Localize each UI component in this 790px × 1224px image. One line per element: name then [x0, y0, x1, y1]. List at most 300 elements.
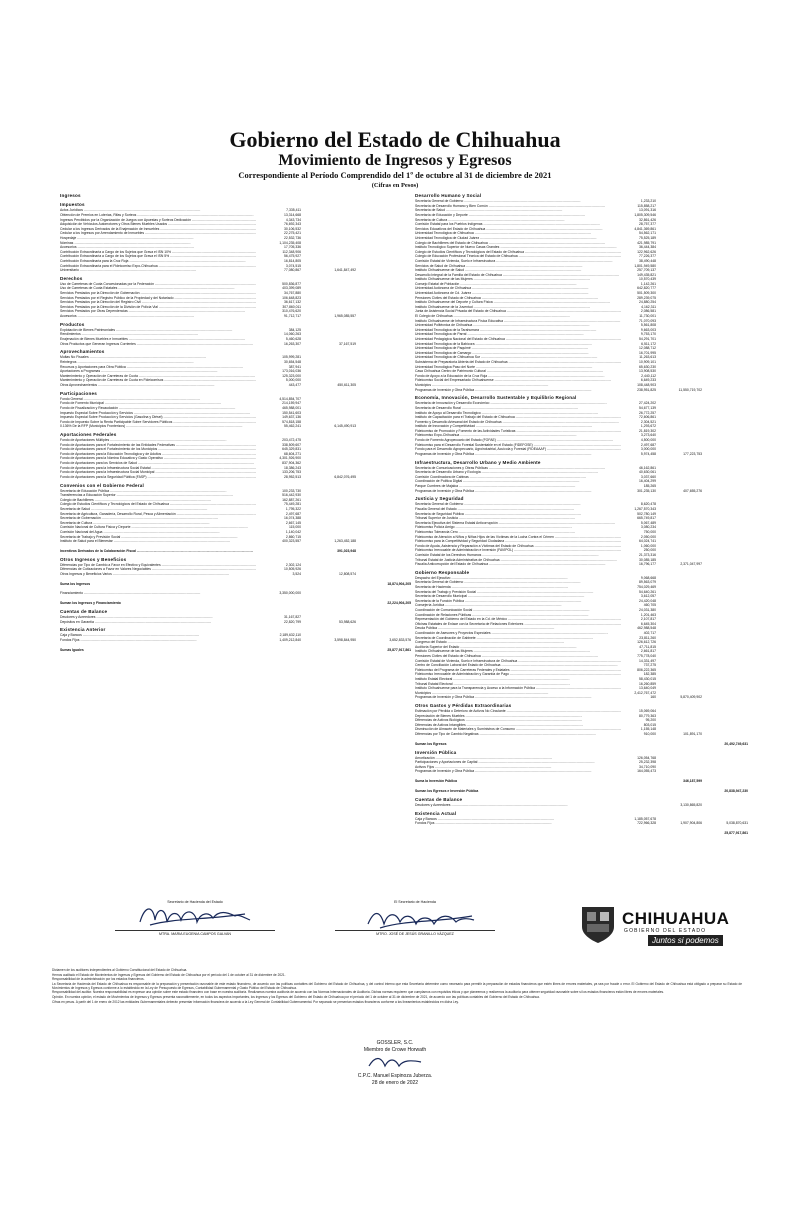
- row-total: [356, 268, 411, 273]
- row-label: Fideicomiso del Programa de Carreteras Federales y Estatales -----: [415, 668, 621, 673]
- statement-section: [60, 202, 413, 272]
- statement-section: [415, 811, 750, 826]
- row-amount: 289,239,075: [637, 295, 656, 300]
- row-amount: 754,029,469: [637, 585, 656, 590]
- row-label: Fondo de Aportaciones para la Seguridad Pública (FASP) -----: [60, 475, 256, 480]
- row-label: Secretaría de Innovación y Desarrollo Económico -----: [415, 401, 621, 406]
- row-label: Reintegros -----: [60, 360, 256, 365]
- row-amount: 105,999,281: [282, 355, 301, 360]
- section-title: Otros Gastos y Pérdidas Extraordinarias: [415, 703, 512, 709]
- row-amount: 31,167,827: [284, 615, 301, 619]
- row-amount: 465,988,001: [282, 405, 301, 410]
- row-amount: 149,637,136: [282, 415, 301, 420]
- row-amount: 23,811,260: [639, 635, 656, 640]
- row-amount: 501,509,300: [637, 291, 656, 296]
- row-amount: 164,055,473: [637, 769, 656, 774]
- row-amount: 5,000,000: [285, 378, 301, 383]
- statement-row: [415, 562, 750, 567]
- row-amount: 54,291,701: [639, 337, 656, 341]
- row-amount: 125,323,000: [282, 373, 301, 378]
- row-label: Servicios Prestados por la Dirección del Registro Civil -----: [60, 300, 256, 305]
- governor-signature: [115, 900, 275, 936]
- auditor-signature-icon: [365, 1054, 425, 1070]
- row-amount: 2,497,687: [640, 442, 656, 447]
- statement-section: [415, 740, 750, 747]
- statement-section: [415, 703, 750, 737]
- row-label: Fondo de Fomento Municipal -----: [60, 401, 256, 406]
- row-amount: 645,329,831: [282, 447, 301, 452]
- section-title: Economía, Innovación, Desarrollo Sustentable y Equilibrio Regional: [415, 395, 577, 401]
- signature-scribble-icon: [135, 900, 255, 930]
- row-total: [702, 769, 748, 774]
- row-amount: 95,200: [645, 718, 656, 723]
- row-total: 5,038,870,631: [726, 821, 748, 826]
- row-amount: 16,701,995: [639, 350, 656, 355]
- row-label: Instituto Chihuahuense de Infraestructura Física Educativa -----: [415, 319, 621, 324]
- row-amount: 1,293,672: [640, 424, 656, 429]
- row-label: Colegio de Bachilleres -----: [60, 498, 256, 503]
- row-label: Fondo de Aportaciones para la Infraestructura Social Estatal -----: [60, 466, 256, 471]
- row-label: Congreso del Estado -----: [415, 640, 621, 645]
- row-amount: 301,235,130: [637, 488, 656, 493]
- statement-row: [60, 572, 413, 577]
- row-label: Secretaría de Educación y Deporte -----: [415, 213, 621, 218]
- row-amount: 68,604,271: [284, 451, 301, 456]
- row-subtotal: 1,263,452,188: [334, 539, 356, 544]
- row-label: Instituto Chihuahuense de la Juventud -----: [415, 305, 621, 310]
- row-label: Tribunal Estatal de Justicia Administrativa de Chihuahua -----: [415, 558, 621, 563]
- row-amount: 384,125: [288, 327, 301, 332]
- row-label: Diferencias de Cotizaciones a Favor en Valores Negociables -----: [60, 567, 256, 572]
- row-amount: 126,054,768: [637, 755, 656, 760]
- row-label: Fondo de Fiscalización y Recaudación -----: [60, 406, 256, 411]
- section-title: Impuestos: [60, 202, 85, 208]
- row-label: Secretaría de Desarrollo Municipal -----: [415, 594, 621, 599]
- section-title: Aportaciones Federales: [60, 432, 117, 438]
- row-label: Instituto Chihuahuense de Salud -----: [415, 268, 621, 273]
- section-title: Gobierno Responsable: [415, 569, 470, 575]
- row-amount: 2,304,521: [640, 419, 656, 424]
- section-title: Aprovechamientos: [60, 349, 105, 355]
- row-label: Universidad Tecnológica Paso del Norte -----: [415, 365, 621, 370]
- row-label: Deudores y Acreedores -----: [60, 615, 256, 620]
- row-amount: 10,909,101: [639, 359, 656, 364]
- row-subtotal: 3,598,844,950: [334, 637, 356, 642]
- row-amount: 64,024,741: [639, 539, 656, 544]
- row-amount: 665,749,817: [637, 516, 656, 521]
- statement-section: [60, 609, 413, 624]
- row-label: Colegio de Bachilleres del Estado de Chihuahua -----: [415, 241, 621, 246]
- row-label: Cedular a los Ingresos Derivados de la Enajenación de Inmuebles -----: [60, 227, 256, 232]
- row-total: [356, 539, 411, 544]
- statement-section: [60, 349, 413, 387]
- row-total: [702, 562, 748, 567]
- row-amount: 185,265: [643, 484, 656, 488]
- row-amount: 2,440,112: [641, 373, 656, 378]
- row-subtotal: 101,891,170: [683, 732, 702, 737]
- row-amount: 14,060,263: [284, 332, 301, 337]
- state-shield-icon: [580, 905, 616, 945]
- row-subtotal: 11,550,719,702: [678, 387, 702, 392]
- row-label: Secretaría de Salud -----: [415, 208, 621, 213]
- row-total: [356, 314, 411, 319]
- row-label: Despacho del Ejecutivo -----: [415, 576, 621, 581]
- statement-row: [415, 831, 750, 836]
- row-label: Universidad Autónoma de Chihuahua -----: [415, 286, 621, 291]
- row-total: [356, 383, 411, 388]
- row-subtotal: [656, 769, 702, 774]
- section-title: Productos: [60, 321, 85, 327]
- row-amount: 462,988,548: [637, 626, 656, 631]
- row-amount: 10,570,439: [639, 277, 656, 282]
- row-label: Junta de Asistencia Social Privada del Estado de Chihuahua -----: [415, 309, 621, 314]
- row-subtotal: 12,808,574: [339, 571, 356, 576]
- row-amount: 75,449,281: [284, 502, 301, 507]
- row-amount: 40,630,061: [639, 470, 656, 475]
- statement-row: [415, 789, 750, 794]
- row-amount: 150,541,603: [282, 410, 301, 415]
- row-amount: 4,301,926,900: [279, 456, 301, 461]
- row-label: Secretaría de la Función Pública -----: [415, 599, 621, 604]
- statement-section: [60, 322, 413, 346]
- row-amount: 76,692,343: [284, 222, 301, 227]
- row-amount: 11,730,001: [639, 314, 656, 319]
- row-label: Instituto de Capacitación para el Trabajo del Estado de Chihuahua -----: [415, 415, 621, 420]
- row-total: 18,874,904,205: [387, 581, 411, 586]
- row-amount: 1,140,042: [285, 529, 301, 534]
- auditor-name: C.P.C. Manuel Espinoza Juberza.: [357, 1073, 433, 1079]
- row-label: Fondo General -----: [60, 397, 256, 402]
- row-amount: 2,412,767,472: [634, 690, 656, 695]
- logo-slogan: Juntos si podemos: [648, 935, 723, 946]
- row-label: Enajenación de Bienes Muebles e Inmuebles -----: [60, 337, 256, 342]
- row-label: Recursos y Aportaciones para Obra Pública -----: [60, 365, 256, 370]
- row-amount: 17,705,336: [284, 245, 301, 250]
- row-label: Adquisición de Vehículos Automotores y Otros Bienes Muebles Usados -----: [60, 222, 256, 227]
- row-label: Programas de Inversión y Obra Pública -----: [415, 452, 621, 457]
- row-amount: 9,753,170: [640, 332, 656, 337]
- statement-section: [415, 193, 750, 392]
- row-label: Secretaría del Trabajo y Previsión Social -----: [415, 590, 621, 595]
- statement-row: [415, 742, 750, 747]
- row-label: Universidad Tecnológica de Chihuahua -----: [415, 231, 621, 236]
- row-amount: 460,705: [643, 603, 656, 608]
- row-amount: 80,779,363: [639, 713, 656, 718]
- row-amount: 500,836,877: [282, 281, 301, 286]
- row-label: Uso de Carreteras de Cuota Estatales -----: [60, 286, 256, 291]
- row-amount: 65,630,230: [639, 364, 656, 369]
- row-amount: 4,500,000: [640, 438, 656, 443]
- row-label: Diferencias por Tipo de Cambio Negativas -----: [415, 732, 621, 737]
- row-amount: 421,985,791: [637, 240, 656, 245]
- row-amount: 837,904,362: [282, 461, 301, 466]
- row-subtotal: [301, 601, 356, 606]
- statement-section: [60, 483, 413, 544]
- row-label: Secretaría Ejecutiva del Sistema Estatal Anticorrupción -----: [415, 521, 621, 526]
- row-label: Fondo de Aportaciones Múltiples -----: [60, 438, 256, 443]
- row-label: Oficinas Estatales de Enlace con la Secretaría de Relaciones Exteriores -----: [415, 622, 621, 627]
- section-title: Existencia Anterior: [60, 627, 106, 633]
- row-label: Fomento y Desarrollo Artesanal del Estado de Chihuahua -----: [415, 420, 621, 425]
- statement-row: [60, 549, 413, 554]
- row-amount: 238,951,825: [637, 387, 656, 392]
- row-label: Coordinación de Asesores y Proyectos Especiales -----: [415, 631, 621, 636]
- row-label: Consejo Estatal de Población -----: [415, 282, 621, 287]
- statement-section: [60, 589, 413, 596]
- row-amount: 4,841,369,861: [634, 226, 656, 231]
- row-amount: 214,159,947: [282, 401, 301, 406]
- row-label: Sumas Iguales: [60, 647, 84, 652]
- row-label: Servicios Prestados por Otras Dependencias -----: [60, 309, 256, 314]
- row-label: Municipios -----: [415, 383, 621, 388]
- row-amount: 2,050,000: [640, 534, 656, 539]
- row-amount: 806,222,365: [637, 667, 656, 672]
- row-subtotal: [656, 742, 702, 747]
- row-label: Tribunal Estatal Electoral -----: [415, 682, 621, 687]
- row-label: Parque Cumbres de Majalca -----: [415, 484, 621, 489]
- statement-row: [60, 539, 413, 544]
- row-label: Comisión Estatal de Vivienda, Suelo e Infraestructura -----: [415, 259, 621, 264]
- row-amount: 1,155,148: [640, 727, 656, 732]
- row-amount: 4,343,734: [285, 217, 301, 222]
- row-label: Instituto Chihuahuense de las Mujeres -----: [415, 649, 621, 654]
- row-amount: 3,273,640: [640, 433, 656, 438]
- auditor-date: 28 de enero de 2022: [371, 1080, 419, 1086]
- row-label: Municipios -----: [415, 691, 621, 696]
- row-amount: 22,275,421: [284, 231, 301, 236]
- row-amount: 3,037,660: [640, 474, 656, 479]
- row-label: Fondo de Aportaciones para la Educación Tecnológica y de Adultos -----: [60, 452, 256, 457]
- row-label: Fideicomiso de Atención a Niños y Niñas Hijos de las Víctimas de la Lucha Contra el Crimen -----: [415, 535, 621, 540]
- row-amount: 257,709,137: [637, 268, 656, 273]
- row-amount: 34,710,090: [639, 764, 656, 769]
- note-paragraph: Responsabilidad de la administración por los estados financieros.: [52, 977, 145, 982]
- row-label: Fondo de Impuesto Sobre la Renta Participable Sobre Servidores Públicos -----: [60, 420, 256, 425]
- statement-row: [415, 489, 750, 494]
- row-label: Fideicomiso de Promoción y Fomento de las Actividades Turísticas -----: [415, 429, 621, 434]
- section-title: Infraestructura, Desarrollo Urbano y Medio Ambiente: [415, 459, 541, 465]
- row-label: Secretaría General de Gobierno -----: [415, 199, 621, 204]
- statement-row: [60, 342, 413, 347]
- row-label: Comisión Estatal para los Pueblos Indígenas -----: [415, 222, 621, 227]
- row-label: Fondo de Aportaciones para la Nómina Educativa y Gasto Operativo -----: [60, 456, 256, 461]
- row-label: Representación del Gobierno del Estado en la Cd. de México -----: [415, 617, 621, 622]
- row-amount: 1,801,949,580: [634, 263, 656, 268]
- row-label: Fideicomiso Tolerancia Cero -----: [415, 530, 621, 535]
- row-total: 25,877,917,861: [387, 647, 411, 652]
- row-label: Fondo de Aportaciones para el Fortalecimiento de las Entidades Federativas -----: [60, 443, 256, 448]
- governor-name: MTRA. MARIA EUGENIA CAMPOS GALVAN: [115, 930, 275, 936]
- row-amount: 16,263,307: [284, 341, 301, 346]
- row-label: Multas No Fiscales -----: [60, 355, 256, 360]
- row-total: 22,224,904,205: [387, 601, 411, 606]
- row-label: Otros Productos que Generan Ingresos Corrientes -----: [60, 342, 256, 347]
- row-amount: 149,435,821: [637, 272, 656, 277]
- row-subtotal: 6,842,076,495: [334, 474, 356, 479]
- row-total: [702, 779, 748, 784]
- row-subtotal: [301, 591, 356, 596]
- row-total: [356, 424, 411, 429]
- row-label: Fiscalía General del Estado -----: [415, 507, 621, 512]
- row-label: Auditoría Superior del Estado -----: [415, 645, 621, 650]
- row-amount: 54,677,139: [639, 405, 656, 410]
- row-label: Programas de Inversión y Obra Pública -----: [415, 388, 621, 393]
- row-label: Colegio de Estudios Científicos y Tecnológicos del Estado de Chihuahua -----: [60, 502, 256, 507]
- row-label: 0.136% De la RFP (Municipios Fronterizos) -----: [60, 424, 256, 429]
- row-label: Universidad Tecnológica de Chihuahua Sur -----: [415, 355, 621, 360]
- row-label: Instituto Chihuahuense del Deporte y Cultura Física -----: [415, 300, 621, 305]
- statement-section: [60, 432, 413, 479]
- row-label: Comisión Nacional de Cultura Física y Deporte -----: [60, 525, 256, 530]
- audit-notes: [52, 968, 742, 1004]
- row-label: Suma la Inversión Pública: [415, 779, 458, 784]
- row-label: Subsistema de Preparatoria Abierta del Estado de Chihuahua -----: [415, 360, 621, 365]
- row-label: Fiscalía Anticorrupción del Estado de Chihuahua -----: [415, 562, 621, 567]
- statement-row: [415, 732, 750, 737]
- statement-row: [415, 695, 750, 700]
- statement-row: [415, 452, 750, 457]
- row-label: Comisión Estatal de los Derechos Humanos -----: [415, 553, 621, 558]
- row-amount: 803,015: [643, 722, 656, 727]
- statement-row: [60, 268, 413, 273]
- row-amount: 387,941: [288, 364, 301, 369]
- row-amount: 21,373,316: [639, 552, 656, 557]
- row-amount: 58,430,015: [639, 676, 656, 681]
- row-label: Participaciones y Aportaciones de Capital -----: [415, 760, 621, 765]
- row-label: Universitario -----: [60, 268, 256, 273]
- row-amount: 516,442,930: [282, 493, 301, 498]
- row-label: Secretaría General de Gobierno -----: [415, 502, 621, 507]
- row-amount: 250,000: [643, 548, 656, 553]
- row-amount: 28,952,513: [284, 474, 301, 479]
- row-amount: 30,085,185: [639, 557, 656, 562]
- row-amount: [256, 549, 301, 554]
- row-total: [702, 803, 748, 808]
- row-total: [702, 732, 748, 737]
- row-label: Tribunal Superior de Justicia -----: [415, 516, 621, 521]
- row-label: Universidad Tecnológica de Parral -----: [415, 332, 621, 337]
- row-label: Programas de Inversión y Obra Pública -----: [415, 695, 621, 700]
- row-label: Contribución Extraordinaria a Cargo de los Sujetos que Grava el ISN 10% -----: [60, 250, 256, 255]
- row-label: Coordinación de Relaciones Públicas -----: [415, 613, 621, 618]
- row-subtotal: [656, 831, 702, 836]
- row-label: Secretaría de Gobernación -----: [60, 516, 256, 521]
- row-label: Fideicomiso para el Desarrollo Forestal Sustentable en el Estado (FIDEFOSE) -----: [415, 443, 621, 448]
- row-amount: 36,617,132: [284, 300, 301, 305]
- section-title: Inversión Pública: [415, 749, 457, 755]
- row-amount: 26,772,257: [639, 410, 656, 415]
- row-subtotal: 5,870,409,902: [680, 695, 702, 700]
- auditor-member: Miembro de Crowe Horwath: [363, 1047, 427, 1053]
- statement-section: [60, 580, 413, 587]
- row-amount: 3,000,000: [640, 447, 656, 452]
- row-label: Impuesto Especial Sobre Producción y Servicios (Gasolina y Diésel) -----: [60, 415, 256, 420]
- row-label: Colegio de Educación Profesional Técnica del Estado de Chihuahua -----: [415, 254, 621, 259]
- row-total: [356, 549, 411, 554]
- row-label: Instituto Chihuahuense para la Transparencia y Acceso a la Información Pública -----: [415, 686, 621, 691]
- row-amount: 25,232,398: [639, 760, 656, 765]
- row-amount: 3,080,234: [640, 525, 656, 530]
- row-label: Programas de Inversión y Obra Pública -----: [415, 769, 621, 774]
- statement-section: [415, 395, 750, 456]
- row-amount: 72,606,861: [639, 415, 656, 420]
- row-label: Cedular a los Ingresos por Arrendamiento de Inmuebles -----: [60, 231, 256, 236]
- row-amount: 75,525,189: [639, 235, 656, 240]
- row-label: Activos Fijos -----: [415, 765, 621, 770]
- row-amount: 22,532,736: [284, 235, 301, 240]
- row-total: [702, 452, 748, 457]
- row-amount: 2,302,124: [285, 562, 301, 567]
- row-label: Fondo de Aportaciones para la Infraestructura Social Municipal -----: [60, 470, 256, 475]
- governor-caption: Secretario de Hacienda del Estado: [167, 900, 223, 904]
- row-label: Fondo de Ayuda, Asistencia y Reparación a Víctimas del Estado de Chihuahua -----: [415, 544, 621, 549]
- row-amount: 502,780,149: [637, 511, 656, 516]
- row-amount: 400,323,557: [282, 539, 301, 544]
- row-label: Hospedaje -----: [60, 236, 256, 241]
- statement-row: [415, 388, 750, 393]
- row-total: 3,652,833,576: [389, 637, 411, 642]
- row-label: Secretaría General de Gobierno -----: [415, 580, 621, 585]
- row-amount: 115,000: [288, 525, 301, 530]
- row-amount: 2,086,581: [640, 309, 656, 314]
- row-subtotal: [301, 648, 356, 653]
- secretary-caption: El Secretario de Hacienda: [394, 900, 436, 904]
- row-amount: 3,350,000,000: [279, 591, 301, 596]
- row-label: Mantenimiento y Operación de Carreteras de Cuota -----: [60, 374, 256, 379]
- row-amount: 750,000: [643, 529, 656, 534]
- row-label: Suma los Ingresos: [60, 581, 91, 586]
- row-label: Secretaría de Agricultura, Ganadería, Desarrollo Rural, Pesca y Alimentación -----: [60, 512, 256, 517]
- row-label: Instituto de Innovación y Competitividad -----: [415, 424, 621, 429]
- row-label: Incentivos Derivados de la Colaboración Fiscal -----: [60, 549, 256, 554]
- row-amount: 3,524: [292, 571, 301, 576]
- row-amount: 1,060,000: [640, 543, 656, 548]
- row-amount: 182,385: [643, 672, 656, 677]
- statement-row: [60, 638, 413, 643]
- statement-section: [60, 646, 413, 653]
- row-amount: 2,107,817: [640, 617, 656, 622]
- row-label: Suman los Ingresos y Financiamiento: [60, 601, 121, 606]
- row-label: Fideicomiso Social del Empresariado Chihuahuense -----: [415, 378, 621, 383]
- row-amount: 722,966,328: [637, 821, 656, 826]
- row-amount: 5,561,808: [640, 323, 656, 328]
- statement-section: [415, 829, 750, 836]
- statement-section: [415, 570, 750, 700]
- row-amount: 27,424,202: [639, 401, 656, 406]
- section-title: Cuentas de Balance: [60, 609, 108, 614]
- statement-section: [60, 547, 413, 554]
- row-amount: 5,067,489: [640, 520, 656, 525]
- row-amount: 54,640,261: [639, 589, 656, 594]
- row-label: Universidad Tecnológica de Paquimé -----: [415, 346, 621, 351]
- row-amount: 1,185,057,678: [634, 816, 656, 821]
- statement-section: [60, 276, 413, 319]
- row-amount: [621, 779, 656, 784]
- row-label: Servicios Prestados por la Dirección de la División de Policía Vial -----: [60, 305, 256, 310]
- row-label: Obtención de Premios en Loterías, Rifas y Sorteos -----: [60, 213, 256, 218]
- row-label: Actos Jurídicos -----: [60, 208, 256, 213]
- row-amount: 77,080,867: [284, 268, 301, 273]
- statement-row: [60, 601, 413, 606]
- row-amount: 402,717: [643, 631, 656, 635]
- row-amount: 775,778,040: [637, 653, 656, 658]
- row-label: Universidad Pedagógica Nacional del Estado de Chihuahua -----: [415, 337, 621, 342]
- row-amount: 3,612,057: [640, 594, 656, 599]
- row-amount: 56,475,927: [284, 254, 301, 259]
- row-subtotal: 1,641,847,492: [334, 268, 356, 273]
- row-label: Transferencias a Educación Superior -----: [60, 493, 256, 498]
- signature-block: [45, 900, 745, 960]
